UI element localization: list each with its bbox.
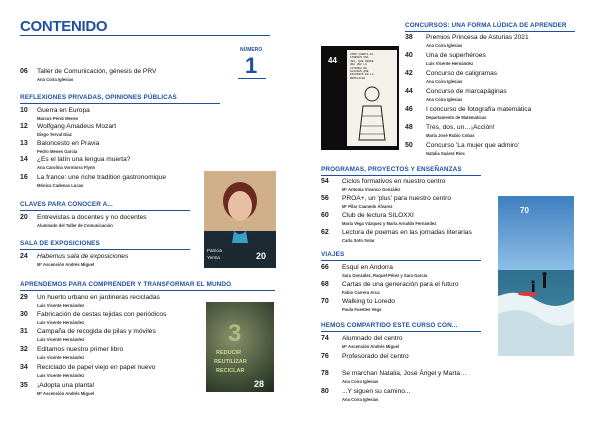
portrait-caption: Patricia <box>207 248 223 253</box>
toc-title: Wolfgang Amadeus Mozart <box>37 123 117 130</box>
issue-number: 1 <box>245 53 258 78</box>
toc-title: PROA+, un 'plus' para nuestro centro <box>342 195 451 202</box>
toc-author: Luis Vicente Hernández <box>426 60 474 66</box>
photo-page-number: 44 <box>328 56 337 65</box>
toc-title: La france: une riche tradition gastronomique <box>37 174 167 181</box>
toc-author: Pedro Menes García <box>37 148 78 154</box>
toc-author: Diego Yerval Díaz <box>37 131 72 137</box>
toc-page-number: 66 <box>321 264 329 271</box>
toc-author: Ana Coira Iglesias <box>426 96 463 102</box>
section-divider <box>321 331 481 332</box>
caligrama-image[interactable] <box>321 46 399 150</box>
section-heading-concursos: CONCURSOS: UNA FORMA LÚDICA DE APRENDER <box>405 22 567 29</box>
toc-author: Mª Pilar Caunedo Álvarez <box>342 203 393 209</box>
toc-author: Departamento de Matemáticas <box>426 114 487 120</box>
toc-page-number: 46 <box>405 106 413 113</box>
toc-page-number: 16 <box>20 174 28 181</box>
toc-page-number: 32 <box>20 346 28 353</box>
toc-title: Campaña de recogida de pilas y móviles <box>37 328 156 335</box>
toc-page-number: 35 <box>20 382 28 389</box>
toc-title: Profesorado del centro <box>342 353 409 360</box>
toc-page-number: 10 <box>20 107 28 114</box>
toc-page-number: 54 <box>321 178 329 185</box>
toc-title: Cartas de una generación para el futuro <box>342 281 459 288</box>
toc-author: Ana Coira Iglesias <box>426 78 463 84</box>
caligrama-line: LEYENDA DE <box>350 66 367 70</box>
toc-author: Paula Fuentes Vega <box>342 306 382 312</box>
toc-page-number: 38 <box>405 34 413 41</box>
recycle-word: REDUCIR <box>216 350 242 356</box>
toc-page-number: 29 <box>20 294 28 301</box>
toc-author: Carla Soto Solar <box>342 237 375 243</box>
toc-page-number: 48 <box>405 124 413 131</box>
toc-title: Concurso de marcapáginas <box>426 88 507 95</box>
toc-page-number: 60 <box>321 212 329 219</box>
toc-title: Premios Princesa de Asturias 2021 <box>426 34 529 41</box>
recycle-word: REUTILIZAR <box>214 359 247 365</box>
caligrama-line: VEZ, QUE ÉRASE <box>350 59 374 63</box>
toc-page-number: 20 <box>20 214 28 221</box>
toc-author: Mª Ascensión Andrés Miguel <box>37 390 95 396</box>
toc-page-number: 34 <box>20 364 28 371</box>
toc-page-number: 62 <box>321 229 329 236</box>
section-heading-hemos-compartido: HEMOS COMPARTIDO ESTE CURSO CON... <box>321 322 458 329</box>
toc-author: Mª Antonia Vivanco González <box>342 186 401 192</box>
toc-author: Fabio Carrera Arca <box>342 289 380 295</box>
caligrama-line: REMOLACHA <box>350 76 366 80</box>
toc-page-number: 06 <box>20 68 28 75</box>
toc-author: Mª Ascensión Andrés Miguel <box>342 343 400 349</box>
toc-title: Se marchan Natalia, José Ángel y Marta… <box>342 370 467 377</box>
toc-author: Marcos Pérez Menes <box>37 115 79 121</box>
toc-page-number: 12 <box>20 123 28 130</box>
toc-author: Luis Vicente Hernández <box>37 302 85 308</box>
toc-page-number: 70 <box>321 298 329 305</box>
portrait-caption: Yerma <box>207 255 220 260</box>
toc-author: Sara González, Raquel Pérez y Sara García <box>342 272 428 278</box>
section-heading-viajes: VIAJES <box>321 251 345 258</box>
toc-page-number: 40 <box>405 52 413 59</box>
toc-title: Esquí en Andorra <box>342 264 393 271</box>
caligrama-sheet <box>347 50 397 146</box>
section-heading-aprendemos: APRENDEMOS PARA COMPRENDER Y TRANSFORMAR EL MUNDO <box>20 281 232 288</box>
photo-page-number: 70 <box>520 206 529 215</box>
toc-page-number: 78 <box>321 370 329 377</box>
toc-title: Concurso 'La mujer que admiro' <box>426 142 520 149</box>
toc-page-number: 44 <box>405 88 413 95</box>
section-divider <box>20 210 190 211</box>
toc-title: Ciclos formativos en nuestro centro <box>342 178 446 185</box>
toc-title: Lectura de poemas en las jornadas literarias <box>342 229 472 236</box>
toc-title: Guerra en Europa <box>37 107 90 114</box>
toc-title: Baloncesto en Pravia <box>37 140 100 147</box>
section-heading-sala: SALA DE EXPOSICIONES <box>20 240 100 247</box>
caligrama-line: COMO CUENTA EL <box>350 53 374 56</box>
toc-title: ...Y siguen su camino... <box>342 388 411 395</box>
calligram-figure <box>355 86 389 142</box>
toc-page-number: 76 <box>321 353 329 360</box>
toc-author: Alumnado del Taller de Comunicación <box>37 222 113 228</box>
toc-title: Reciclado de papel viejo en papel nuevo <box>37 364 156 371</box>
section-divider <box>20 103 220 104</box>
photo-page-number: 28 <box>254 379 265 389</box>
toc-author: Ana Carolina Vorotorra Flynn <box>37 164 96 170</box>
toc-author: Luis Vicente Hernández <box>37 319 85 325</box>
caligrama-line: UNA VEZ LA <box>350 63 367 67</box>
toc-page-number: 74 <box>321 335 329 342</box>
toc-title: ¡Adopta una planta! <box>37 382 95 389</box>
toc-title: Un huerto urbano en jardineras recicladas <box>37 294 160 301</box>
toc-author: María Vega Vázquez y María Arnaldo Fernández <box>342 220 437 226</box>
section-divider <box>20 249 190 250</box>
recycle-word: RECICLAR <box>216 368 245 374</box>
toc-title: Editamos nuestro primer libro <box>37 346 124 353</box>
issue-number-divider <box>238 78 266 79</box>
toc-author: Ana Coira Iglesias <box>37 76 74 82</box>
caligrama-line: ESCRIBIÓ EN LA <box>350 73 374 77</box>
toc-title: Walking to Loredo <box>342 298 395 305</box>
toc-title: ¿Es el latín una lengua muerta? <box>37 156 131 163</box>
toc-page-number: 80 <box>321 388 329 395</box>
toc-title: I concurso de fotografía matemática <box>426 106 532 113</box>
toc-author: Mª Ascensión Andrés Miguel <box>37 261 95 267</box>
caligrama-line: TAMBIÉN UNA <box>350 56 369 60</box>
title-divider <box>20 35 270 36</box>
section-heading-reflexiones: REFLEXIONES PRIVADAS, OPINIONES PÚBLICAS <box>20 94 177 101</box>
toc-author: Luis Vicente Hernández <box>37 336 85 342</box>
toc-page-number: 30 <box>20 311 28 318</box>
page-title: CONTENIDO <box>20 18 108 35</box>
toc-title: Tres, dos, un…¡Acción! <box>426 124 495 131</box>
toc-page-number: 56 <box>321 195 329 202</box>
recycle-photo[interactable] <box>206 302 274 392</box>
caligrama-line: ALGUIEN QUE <box>350 70 369 74</box>
toc-author: Mónica Cadenas Lucas <box>37 182 84 188</box>
toc-page-number: 13 <box>20 140 28 147</box>
toc-author: Ana Coira Iglesias <box>426 42 463 48</box>
toc-title: Concurso de caligramas <box>426 70 498 77</box>
toc-page-number: 68 <box>321 281 329 288</box>
toc-page-number: 14 <box>20 156 28 163</box>
beach-illustration <box>498 196 574 356</box>
toc-author: Luis Vicente Hernández <box>37 372 85 378</box>
toc-author: Natalia Suárez Ríos <box>426 150 465 156</box>
toc-author: Luis Vicente Hernández <box>37 354 85 360</box>
toc-title: Habemus sala de exposiciones <box>37 253 129 260</box>
photo-page-number: 20 <box>256 251 267 261</box>
toc-title: Entrevistas a docentes y no docentes <box>37 214 147 221</box>
toc-title: Taller de Comunicación, génesis de PRV <box>37 68 157 75</box>
toc-author: Ana Coira Iglesias <box>342 378 379 384</box>
toc-title: Alumnado del centro <box>342 335 403 342</box>
toc-page-number: 42 <box>405 70 413 77</box>
section-heading-programas: PROGRAMAS, PROYECTOS Y ENSEÑANZAS <box>321 166 462 173</box>
section-divider <box>321 175 481 176</box>
section-divider <box>405 31 575 32</box>
portrait-photo[interactable] <box>204 171 276 268</box>
toc-page-number: 24 <box>20 253 28 260</box>
section-divider <box>20 290 275 291</box>
toc-page-number: 31 <box>20 328 28 335</box>
toc-author: María José Rubio Cobas <box>426 132 475 138</box>
toc-title: Una de superhéroes <box>426 52 486 59</box>
toc-page-number: 50 <box>405 142 413 149</box>
toc-title: Club de lectura SILOXXI <box>342 212 414 219</box>
toc-title: Fabricación de cestas tejidas con periódicos <box>37 311 167 318</box>
beach-photo[interactable] <box>498 196 574 356</box>
section-divider <box>321 260 481 261</box>
three-r-graphic: 3 <box>228 320 242 347</box>
toc-author: Ana Coira Iglesias <box>342 396 379 402</box>
section-heading-claves: CLAVES PARA CONOCER A... <box>20 201 113 208</box>
issue-number-label: NÚMERO <box>240 47 263 53</box>
